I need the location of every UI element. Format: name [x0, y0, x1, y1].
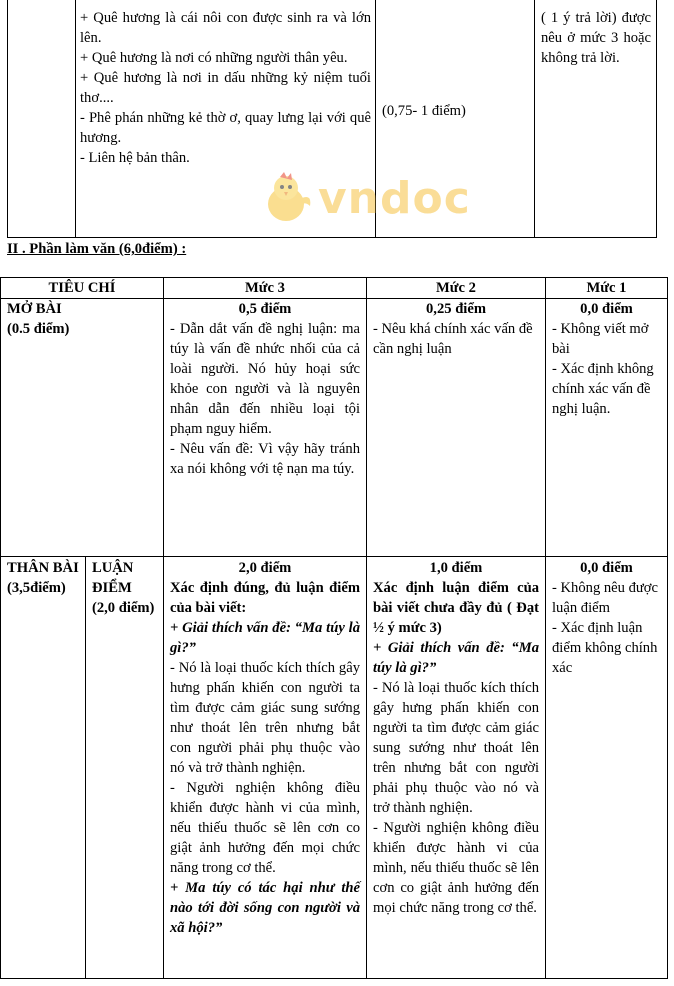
- border: [534, 0, 536, 238]
- criterion-item: - Người nghiện không điều khiển được hành vi của mình, nếu thiếu thuốc sẽ lên cơn co giật ảnh hưởng đến mọi chức năng trong cơ thể.: [373, 820, 539, 916]
- border: [375, 0, 377, 238]
- score: 0,5 điểm: [238, 301, 292, 317]
- criterion-item: - Dẫn dắt vấn đề nghị luận: ma túy là vấn đề nhức nhối của cả loài người. Nó hủy hoại sức khỏe con người và là nguyên nhân dẫn đến nhiều loại tội phạm nguy hiểm.: [170, 321, 360, 437]
- criterion-item: - Nó là loại thuốc kích thích gây hưng phấn khiến con người ta tìm được cảm giác sung sướng như thoát lên trên nhưng bắt con người phải phụ thuộc vào nó và trở thành nghiện.: [373, 680, 539, 816]
- border: [0, 277, 2, 979]
- score: 0,0 điểm: [580, 560, 633, 576]
- criterion-item: - Nêu khá chính xác vấn đề cần nghị luận: [373, 321, 533, 357]
- border: [85, 556, 87, 979]
- header-level1: Mức 1: [586, 280, 627, 296]
- border: [0, 978, 668, 980]
- content-line: - Liên hệ bản thân.: [80, 150, 190, 166]
- criterion-item: - Người nghiện không điều khiển được hành vi của mình, nếu thiếu thuốc sẽ lên cơn co giật ảnh hưởng đến mọi chức năng trong cơ thể.: [170, 780, 360, 876]
- content-line: + Quê hương là nơi in dấu những kỷ niệm tuổi thơ....: [80, 70, 371, 106]
- mo-bai-level2: [367, 299, 545, 359]
- content-line: + Quê hương là nơi có những người thân yêu.: [80, 50, 348, 66]
- question: + Giải thích vấn đề: “Ma túy là gì?”: [170, 620, 360, 656]
- score-cell: (0,75- 1 điểm): [382, 103, 466, 119]
- than-bai-level3: [164, 558, 366, 938]
- header-level2: Mức 2: [436, 280, 476, 296]
- border: [656, 0, 658, 238]
- score: 0,25 điểm: [426, 301, 486, 317]
- criterion-heading: Xác định luận điểm của bài viết chưa đầy đủ ( Đạt ½ ý mức 3): [373, 580, 539, 636]
- question: + Giải thích vấn đề: “Ma túy là gì?”: [373, 640, 539, 676]
- row-label: MỞ BÀI: [7, 301, 62, 317]
- watermark-brand: vndoc: [318, 173, 471, 224]
- score: 0,0 điểm: [580, 301, 633, 317]
- border: [667, 277, 669, 979]
- border: [7, 0, 9, 238]
- row-sub-label: LUẬN ĐIỂM: [92, 560, 134, 596]
- row-points: (0.5 điểm): [7, 321, 70, 337]
- criterion-item: - Không viết mở bài: [552, 321, 649, 357]
- than-bai-level1: [546, 558, 667, 678]
- score: 1,0 điểm: [429, 560, 483, 576]
- question: + Ma túy có tác hại như thế nào tới đời sống con người và xã hội?”: [170, 880, 360, 936]
- mo-bai-level3: [164, 299, 366, 479]
- criterion-item: - Nêu vấn đề: Vì vậy hãy tránh xa nói không với tệ nạn ma túy.: [170, 441, 360, 477]
- row-label: THÂN BÀI: [7, 560, 79, 576]
- mo-bai-label: [1, 299, 161, 339]
- chick-mascot-icon: [262, 172, 314, 226]
- row-points: (3,5điểm): [7, 580, 66, 596]
- vndoc-watermark: [262, 172, 482, 228]
- row-sub-points: (2,0 điểm): [92, 600, 155, 616]
- than-bai-level2: [367, 558, 545, 918]
- section-heading: II . Phần làm văn (6,0điểm) :: [7, 241, 187, 257]
- criterion-item: - Xác định luận điểm không chính xác: [552, 620, 658, 676]
- header-criteria: TIÊU CHÍ: [48, 280, 116, 296]
- mo-bai-level1: [546, 299, 667, 419]
- content-cell: [76, 8, 375, 168]
- content-line: - Phê phán những kẻ thờ ơ, quay lưng lại với quê hương.: [80, 110, 371, 146]
- content-line: + Quê hương là cái nôi con được sinh ra và lớn lên.: [80, 10, 371, 46]
- criterion-item: - Nó là loại thuốc kích thích gây hưng phấn khiến con người ta tìm được cảm giác sung sướng như thoát lên trên nhưng bắt con người phải phụ thuộc vào nó và trở thành nghiện.: [170, 660, 360, 776]
- criterion-item: - Xác định không chính xác vấn đề nghị luận.: [552, 361, 654, 417]
- header-level3: Mức 3: [245, 280, 285, 296]
- criterion-heading: Xác định đúng, đủ luận điểm của bài viết:: [170, 580, 360, 616]
- note-cell: ( 1 ý trả lời) được nêu ở mức 3 hoặc không trả lời.: [541, 10, 651, 66]
- than-bai-label: [1, 558, 85, 598]
- luan-diem-label: [86, 558, 163, 618]
- score: 2,0 điểm: [238, 560, 292, 576]
- criterion-item: - Không nêu được luận điểm: [552, 580, 659, 616]
